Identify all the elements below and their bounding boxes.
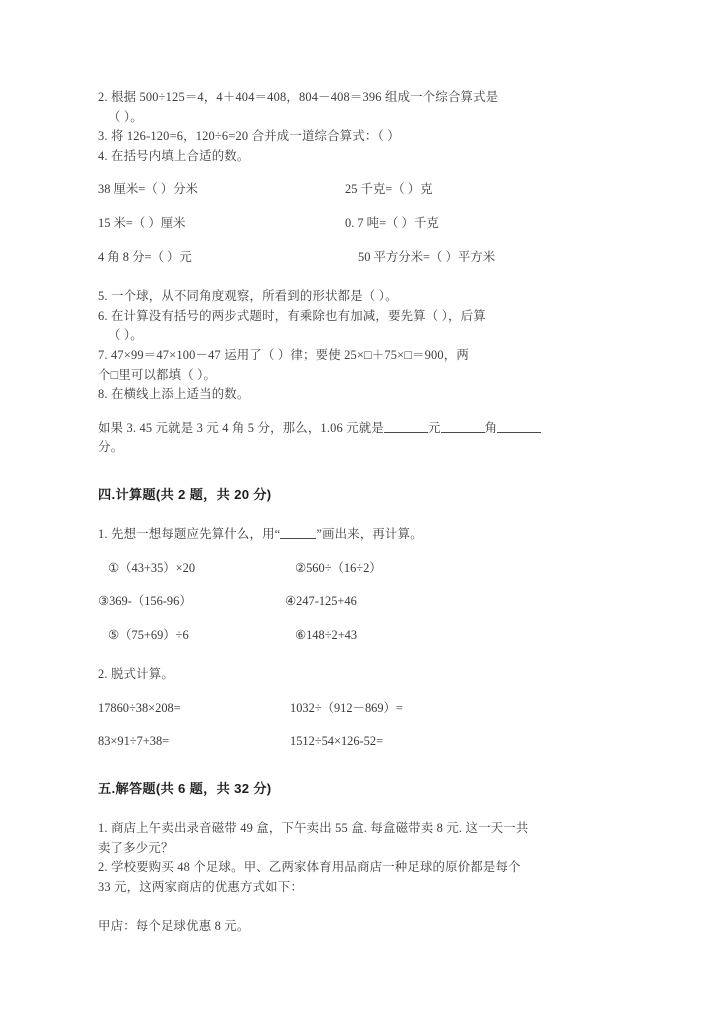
- section-five-question-1-line-1: 1. 商店上午卖出录音磁带 49 盒，下午卖出 55 盒. 每盒磁带卖 8 元. 这一天一共: [98, 821, 529, 836]
- question-8-suffix: 分。: [98, 440, 124, 455]
- calc-item-5: ⑤（75+69）÷6: [108, 627, 189, 642]
- section-five-heading: 五.解答题(共 6 题，共 32 分): [98, 781, 272, 797]
- prompt-text-after: ”画出来，再计算。: [316, 526, 423, 541]
- store-a-offer: 甲店：每个足球优惠 8 元。: [98, 919, 250, 934]
- conversion-2-right: 0. 7 吨=（ ）千克: [345, 215, 439, 230]
- question-4: 4. 在括号内填上合适的数。: [98, 148, 250, 163]
- conversion-row-3: [98, 248, 630, 268]
- prompt-text-before: 1. 先想一想每题应先算什么，用“: [98, 526, 281, 541]
- question-3: 3. 将 126-120=6，120÷6=20 合并成一道综合算式：（ ）: [98, 129, 400, 144]
- section-five-question-2-line-1: 2. 学校要购买 48 个足球。甲、乙两家体育用品商店一种足球的原价都是每个: [98, 860, 521, 875]
- calc-item-3: ③369-（156-96）: [98, 594, 192, 609]
- question-6-line-2: （ ）。: [108, 328, 143, 343]
- underline-marker: [280, 527, 316, 539]
- tuoshi-row-2: [98, 732, 630, 752]
- tuoshi-item-4: 1512÷54×126-52=: [290, 734, 384, 749]
- calc-item-1: ①（43+35）×20: [108, 560, 196, 575]
- conversion-row-1: [98, 180, 630, 200]
- question-8-unit-2: 角: [484, 420, 498, 435]
- section-four-question-2-title: 2. 脱式计算。: [98, 667, 174, 682]
- calc-item-4: ④247-125+46: [285, 594, 357, 609]
- tuoshi-item-3: 83×91÷7+38=: [98, 734, 170, 749]
- section-four-question-1-prompt: [98, 525, 630, 545]
- calc-row-1: [98, 559, 630, 579]
- section-five-question-2-line-2: 33 元，这两家商店的优惠方式如下：: [98, 879, 303, 894]
- calc-item-6: ⑥148÷2+43: [295, 627, 358, 642]
- question-8-unit-1: 元: [428, 420, 441, 435]
- section-four-heading: 四.计算题(共 2 题，共 20 分): [98, 486, 272, 502]
- conversion-2-left: 15 米=（ ）厘米: [98, 215, 186, 230]
- answer-blank-fen[interactable]: [497, 421, 541, 433]
- question-7-line-2: 个□里可以都填（ ）。: [98, 367, 217, 382]
- question-7-line-1: 7. 47×99＝47×100－47 运用了（ ）律；要使 25×□＋75×□＝900，两: [98, 347, 469, 362]
- tuoshi-row-1: [98, 699, 630, 719]
- answer-blank-yuan[interactable]: [384, 421, 428, 433]
- conversion-1-right: 25 千克=（ ）克: [345, 182, 433, 197]
- conversion-1-left: 38 厘米=（ ）分米: [98, 182, 198, 197]
- question-8-prefix: 如果 3. 45 元就是 3 元 4 角 5 分，那么，1.06 元就是: [98, 420, 384, 435]
- calc-item-2: ②560÷（16÷2）: [295, 560, 382, 575]
- tuoshi-item-1: 17860÷38×208=: [98, 700, 181, 715]
- question-8-body: [98, 419, 630, 458]
- conversion-3-left: 4 角 8 分=（ ）元: [98, 249, 192, 264]
- question-6-line-1: 6. 在计算没有括号的两步式题时，有乘除也有加减，要先算（ ），后算: [98, 308, 486, 323]
- calc-row-3: [98, 626, 630, 646]
- question-2-line-1: 2. 根据 500÷125＝4，4＋404＝408，804－408＝396 组成一个综合算式是: [98, 90, 499, 104]
- tuoshi-item-2: 1032÷（912－869）=: [290, 700, 403, 715]
- calc-row-2: [98, 592, 630, 612]
- section-five-question-1-line-2: 卖了多少元？: [98, 840, 174, 855]
- question-8: 8. 在横线上添上适当的数。: [98, 387, 250, 402]
- conversion-3-right: 50 平方分米=（ ）平方米: [358, 249, 496, 264]
- question-2-line-2: （ ）。: [108, 109, 143, 124]
- question-5: 5. 一个球，从不同角度观察，所看到的形状都是（ ）。: [98, 289, 398, 304]
- conversion-row-2: [98, 214, 630, 234]
- answer-blank-jiao[interactable]: [441, 421, 485, 433]
